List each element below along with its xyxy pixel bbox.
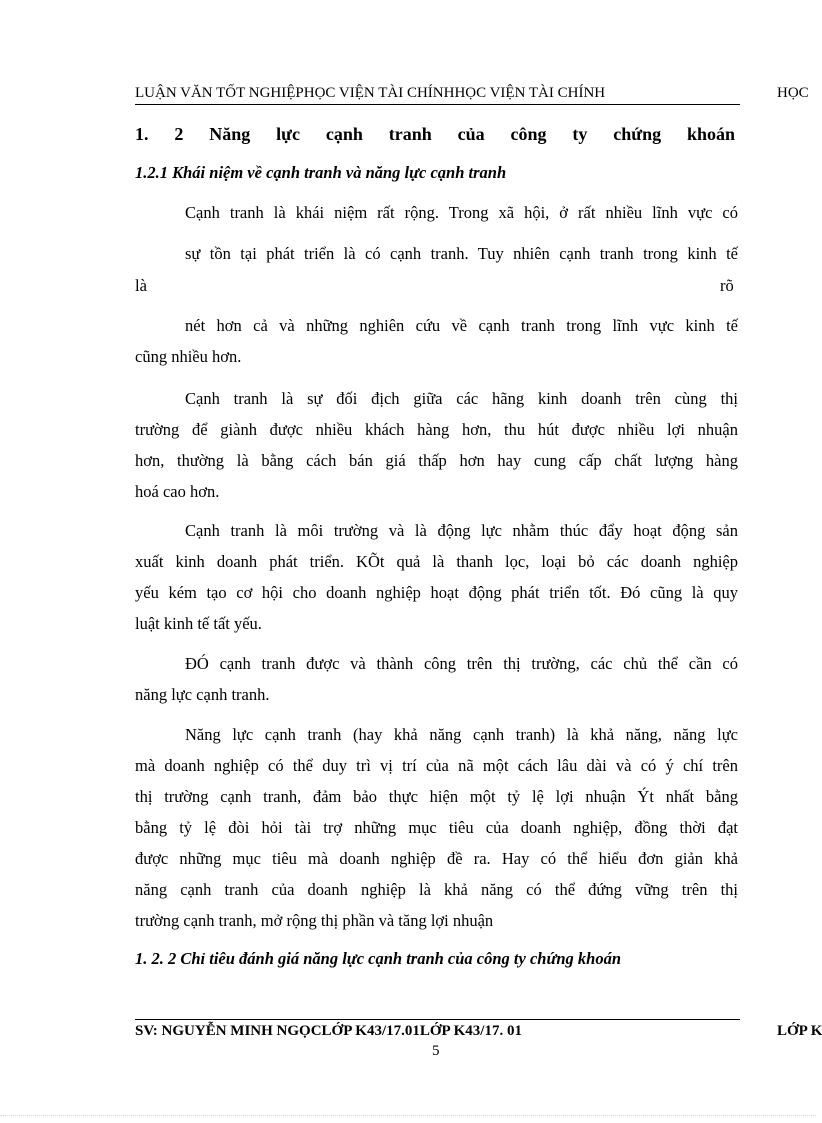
paragraph-line: luật kinh tế tất yếu. — [135, 614, 262, 633]
paragraph-line: mà doanh nghiệp có thể duy trì vị trí của nã một cách lâu dài và có ý chí trên — [135, 756, 738, 775]
paragraph-line: Cạnh tranh là khái niệm rất rộng. Trong xã hội, ở rất nhiều lĩnh vực có — [185, 203, 738, 222]
paragraph-line: Năng lực cạnh tranh (hay khả năng cạnh tranh) là khả năng, năng lực — [185, 725, 738, 744]
page-footer-overflow: LỚP K — [777, 1023, 822, 1039]
paragraph-line: yếu kém tạo cơ hội cho doanh nghiệp hoạt động phát triển tốt. Đó cũng là quy — [135, 583, 738, 602]
paragraph-line: cũng nhiều hơn. — [135, 347, 242, 366]
paragraph-line: năng cạnh tranh của doanh nghiệp là khả năng có thể đứng vững trên thị — [135, 880, 738, 899]
paragraph-line: thị trường cạnh tranh, đảm bảo thực hiện một tỷ lệ lợi nhuận Ýt nhất bằng — [135, 787, 738, 806]
page-number: 5 — [432, 1043, 440, 1059]
paragraph-line: bằng tỷ lệ đòi hỏi tài trợ những mục tiêu của doanh nghiệp, đồng thời đạt — [135, 818, 738, 837]
paragraph-line: được những mục tiêu mà doanh nghiệp đề ra. Hay có thể hiểu đơn giản khả — [135, 849, 738, 868]
paragraph-line: nét hơn cả và những nghiên cứu về cạnh tranh trong lĩnh vực kinh tế — [185, 316, 738, 335]
paragraph-line: trường cạnh tranh, mở rộng thị phần và tăng lợi nhuận — [135, 911, 494, 930]
paragraph-line: hoá cao hơn. — [135, 482, 220, 501]
paragraph-line: hơn, thường là bằng cách bán giá thấp hơn hay cung cấp chất lượng hàng — [135, 451, 738, 470]
paragraph-line: sự tồn tại phát triển là có cạnh tranh. Tuy nhiên cạnh tranh trong kinh tế — [185, 244, 738, 263]
page-header: LUẬN VĂN TỐT NGHIỆPHỌC VIỆN TÀI CHÍNHHỌC VIỆN TÀI CHÍNH — [135, 84, 740, 105]
paragraph-line: Cạnh tranh là môi trường và là động lực nhằm thúc đẩy hoạt động sản — [185, 521, 738, 540]
footer-rule — [135, 1019, 740, 1020]
page-edge-divider — [0, 1115, 816, 1116]
paragraph-line: rõ — [720, 276, 734, 295]
paragraph-line: năng lực cạnh tranh. — [135, 685, 270, 704]
paragraph-line: xuất kinh doanh phát triển. KÕt quả là thanh lọc, loại bỏ các doanh nghiệp — [135, 552, 738, 571]
subsection-heading: 1.2.1 Khái niệm về cạnh tranh và năng lực cạnh tranh — [135, 163, 507, 182]
page-footer: SV: NGUYỄN MINH NGỌCLỚP K43/17.01LỚP K43/17. 01 — [135, 1023, 522, 1039]
paragraph-line: ĐÓ cạnh tranh được và thành công trên thị trường, các chủ thể cần có — [185, 654, 738, 673]
page-header-overflow: HỌC — [777, 85, 809, 101]
subsection-heading: 1. 2. 2 Chỉ tiêu đánh giá năng lực cạnh tranh của công ty chứng khoán — [135, 949, 622, 968]
paragraph-line: Cạnh tranh là sự đối địch giữa các hãng kinh doanh trên cùng thị — [185, 389, 738, 408]
paragraph-line: trường để giành được nhiều khách hàng hơn, thu hút được nhiều lợi nhuận — [135, 420, 738, 439]
paragraph-line: là — [135, 276, 147, 295]
section-title: 1. 2 Năng lực cạnh tranh của công ty chứng khoán — [135, 124, 735, 144]
